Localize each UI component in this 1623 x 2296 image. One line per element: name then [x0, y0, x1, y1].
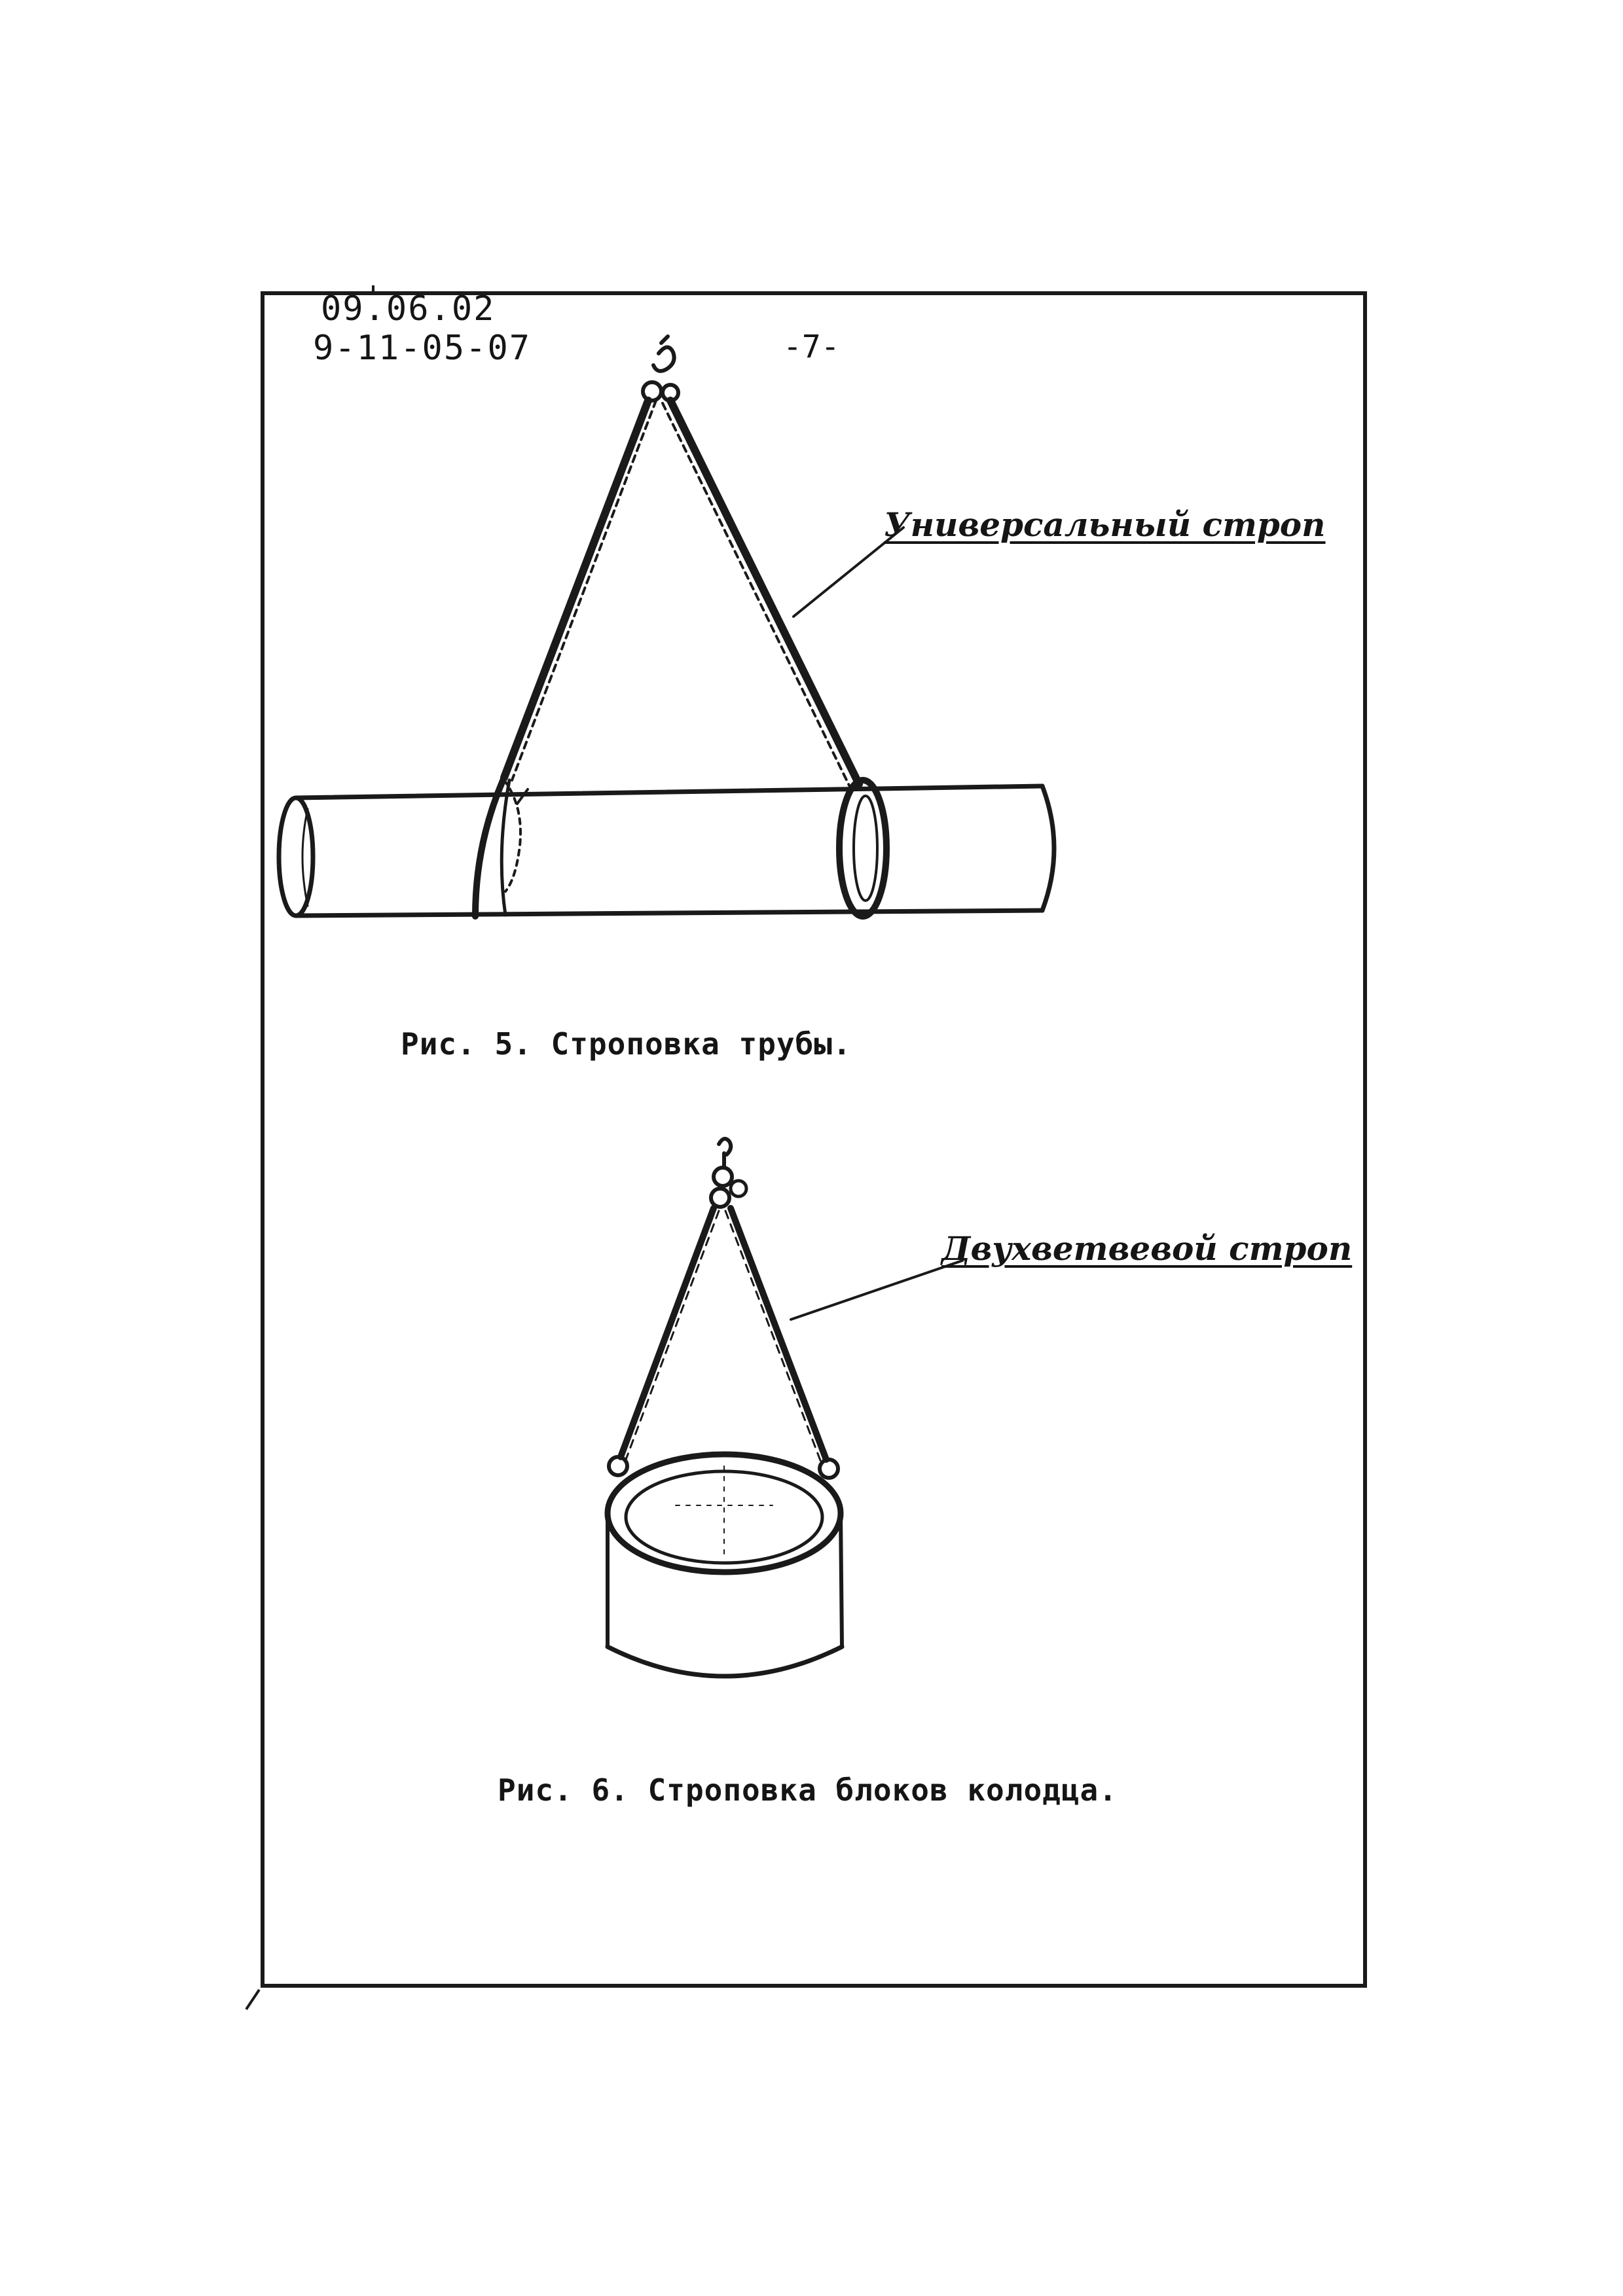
sling-leg-right	[663, 401, 859, 787]
sling-leg-left	[621, 1208, 719, 1460]
crane-hook-icon	[643, 336, 678, 401]
universal-sling-label: Универсальный строп	[884, 505, 1326, 544]
sling-link-right	[820, 1460, 838, 1478]
document-code: 9-11-05-07	[313, 329, 532, 368]
pipe	[279, 786, 1054, 916]
figure6-drawing	[608, 1139, 962, 1676]
date-code: 09.06.02	[321, 289, 496, 329]
two-leg-sling-label: Двухветвевой строп	[941, 1229, 1353, 1268]
sling-link-left	[609, 1457, 627, 1475]
frame-ticks	[246, 285, 373, 2009]
crane-hook-icon	[711, 1139, 746, 1207]
page-number: -7-	[783, 329, 840, 365]
figure5-drawing	[279, 336, 1054, 916]
figure6-caption: Рис. 6. Строповка блоков колодца.	[498, 1772, 1118, 1808]
figure5-caption: Рис. 5. Строповка трубы.	[401, 1026, 852, 1062]
sling-leg-right	[725, 1208, 826, 1462]
leader-line-twoleg	[791, 1261, 962, 1319]
sling-leg-left	[504, 401, 656, 780]
well-ring-block	[608, 1454, 842, 1676]
sling-loop-right	[839, 780, 886, 916]
sling-loop-left	[475, 778, 528, 916]
